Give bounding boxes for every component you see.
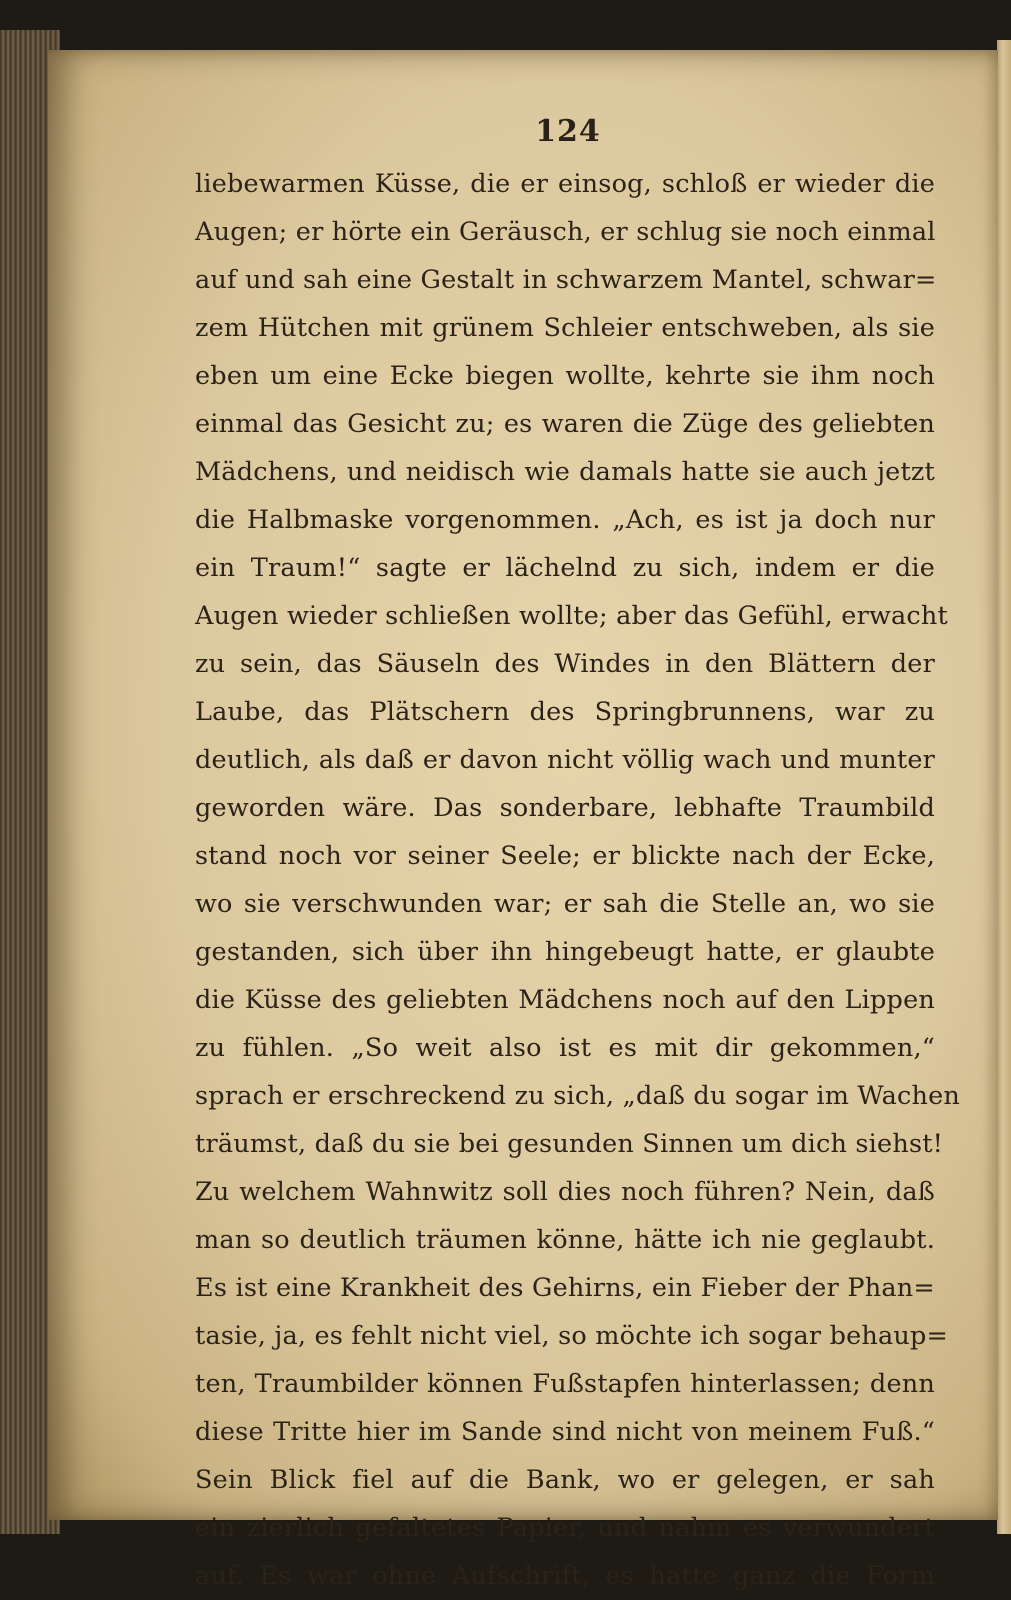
text-line: zem Hütchen mit grünem Schleier entschweben, als sie xyxy=(195,313,935,343)
text-line: eben um eine Ecke biegen wollte, kehrte sie ihm noch xyxy=(195,361,935,391)
text-line: deutlich, als daß er davon nicht völlig wach und munter xyxy=(195,745,935,775)
text-line: liebewarmen Küsse, die er einsog, schloß er wieder die xyxy=(195,169,935,199)
right-page-edge xyxy=(997,40,1011,1534)
text-line: die Halbmaske vorgenommen. „Ach, es ist ja doch nur xyxy=(195,505,935,535)
text-line: auf. Es war ohne Aufschrift, es hatte ganz die Form xyxy=(195,1561,935,1591)
text-line: diese Tritte hier im Sande sind nicht von meinem Fuß.“ xyxy=(195,1417,935,1447)
text-line: Mädchens, und neidisch wie damals hatte sie auch jetzt xyxy=(195,457,935,487)
text-line: stand noch vor seiner Seele; er blickte nach der Ecke, xyxy=(195,841,935,871)
text-line: ein zierlich gefaltetes Papier, und nahm es verwundert xyxy=(195,1513,935,1543)
text-line: man so deutlich träumen könne, hätte ich nie geglaubt. xyxy=(195,1225,935,1255)
text-line: Sein Blick fiel auf die Bank, wo er gelegen, er sah xyxy=(195,1465,935,1495)
text-line: ten, Traumbilder können Fußstapfen hinterlassen; denn xyxy=(195,1369,935,1399)
text-line: geworden wäre. Das sonderbare, lebhafte Traumbild xyxy=(195,793,935,823)
text-line: zu sein, das Säuseln des Windes in den Blättern der xyxy=(195,649,935,679)
text-line: ein Traum!“ sagte er lächelnd zu sich, indem er die xyxy=(195,553,935,583)
text-line: die Küsse des geliebten Mädchens noch auf den Lippen xyxy=(195,985,935,1015)
body-text xyxy=(195,160,960,1600)
text-line: sprach er erschreckend zu sich, „daß du sogar im Wachen xyxy=(195,1081,960,1111)
text-line: wo sie verschwunden war; er sah die Stelle an, wo sie xyxy=(195,889,935,919)
text-line: tasie, ja, es fehlt nicht viel, so möchte ich sogar behaup= xyxy=(195,1321,949,1351)
text-line: Laube, das Plätschern des Springbrunnens, war zu xyxy=(195,697,935,727)
text-line: auf und sah eine Gestalt in schwarzem Mantel, schwar= xyxy=(195,265,937,295)
text-line: gestanden, sich über ihn hingebeugt hatte, er glaubte xyxy=(195,937,935,967)
text-line: zu fühlen. „So weit also ist es mit dir gekommen,“ xyxy=(195,1033,935,1063)
text-line: Augen; er hörte ein Geräusch, er schlug sie noch einmal xyxy=(195,217,936,247)
text-line: Es ist eine Krankheit des Gehirns, ein Fieber der Phan= xyxy=(195,1273,935,1303)
text-line: träumst, daß du sie bei gesunden Sinnen um dich siehst! xyxy=(195,1129,944,1159)
text-line: Zu welchem Wahnwitz soll dies noch führen? Nein, daß xyxy=(195,1177,935,1207)
page-number: 124 xyxy=(535,114,601,149)
text-line: einmal das Gesicht zu; es waren die Züge des geliebten xyxy=(195,409,935,439)
text-line: Augen wieder schließen wollte; aber das Gefühl, erwacht xyxy=(195,601,948,631)
